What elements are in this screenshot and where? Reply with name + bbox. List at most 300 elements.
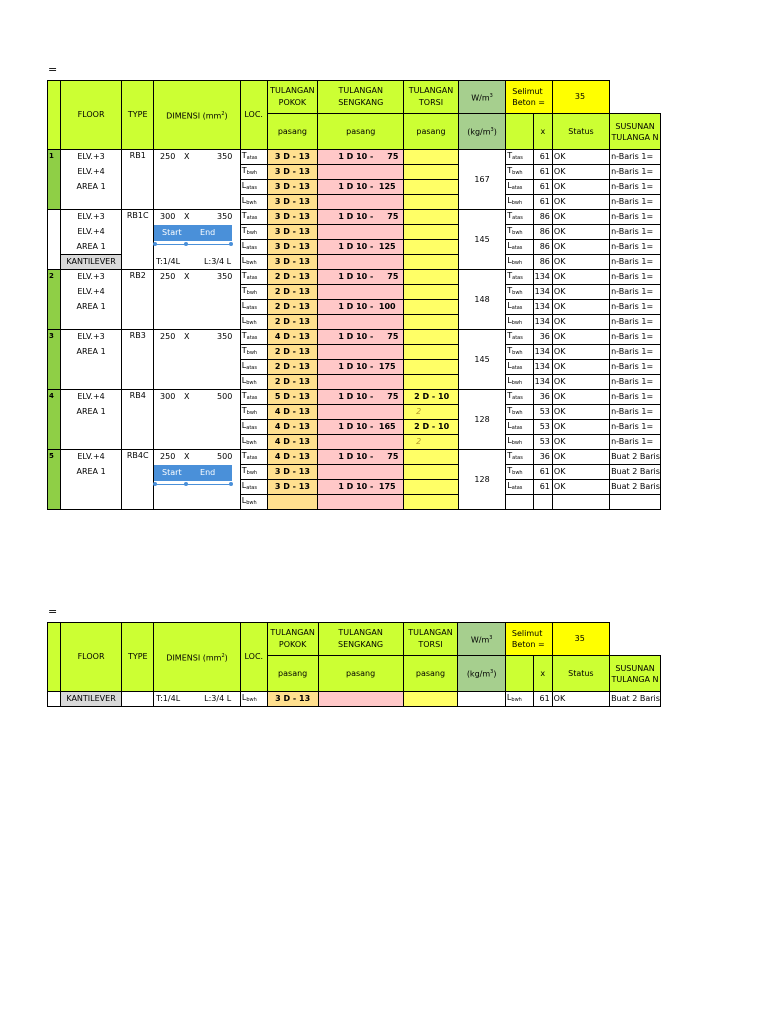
floor-cell: [60, 315, 122, 330]
loc-cell: $L_{atas}$: [240, 360, 267, 375]
slider-track: [154, 244, 232, 245]
torsi-cell: [404, 150, 459, 165]
torsi-cell: [404, 465, 459, 480]
header-wm: $W/m^3$: [458, 623, 506, 656]
row-number: 1: [48, 150, 61, 210]
sengkang-cell: 1 D 10 - 75: [318, 450, 404, 465]
status-cell: OK: [552, 210, 609, 225]
status-loc-cell: $L_{bwh}$: [506, 315, 534, 330]
dimensi-cell: 250 X 350: [154, 330, 241, 345]
susunan-cell: n-Baris 1=: [610, 225, 661, 240]
weight-cell: [458, 692, 506, 707]
dimensi-cell: 250 X 350: [154, 270, 241, 285]
floor-cell: ELV.+4: [60, 165, 122, 180]
status-cell: [552, 495, 609, 510]
loc-cell: $T_{atas}$: [240, 330, 267, 345]
slider-end-label: End: [200, 467, 216, 477]
floor-cell: ELV.+3: [60, 210, 122, 225]
status-loc-cell: $T_{atas}$: [506, 330, 534, 345]
pokok-cell: 4 D - 13: [267, 450, 318, 465]
loc-cell: $T_{atas}$: [240, 390, 267, 405]
susunan-cell: n-Baris 1=: [610, 210, 661, 225]
slider-bar[interactable]: [154, 465, 232, 481]
slider-handle-mid[interactable]: [184, 482, 188, 486]
status-cell: OK: [552, 225, 609, 240]
loc-cell: $T_{atas}$: [240, 270, 267, 285]
header-sengkang: TULANGAN SENGKANG: [318, 623, 403, 656]
header-dimensi: DIMENSI $(mm^2)$: [154, 623, 241, 692]
type-cell: RB2: [122, 270, 154, 330]
header-status: Status: [552, 114, 609, 150]
sengkang-cell: [318, 375, 404, 390]
sengkang-cell: 1 D 10 - 100: [318, 300, 404, 315]
header-floor: FLOOR: [60, 81, 122, 150]
slider-handle-end[interactable]: [229, 482, 233, 486]
sengkang-cell: 1 D 10 - 165: [318, 420, 404, 435]
pokok-cell: 3 D - 13: [267, 255, 318, 270]
susunan-cell: Buat 2 Baris: [610, 450, 661, 465]
status-loc-cell: $T_{bwh}$: [506, 345, 534, 360]
status-loc-cell: $T_{atas}$: [506, 390, 534, 405]
dimensi-cell: [154, 165, 241, 180]
dimensi-slider-cell: [154, 225, 241, 255]
floor-cell: AREA 1: [60, 465, 122, 480]
floor-cell: ELV.+3: [60, 330, 122, 345]
torsi-cell: [404, 330, 459, 345]
header-empty: [505, 656, 533, 692]
status-cell: OK: [552, 465, 609, 480]
slider-handle-start[interactable]: [153, 482, 157, 486]
dimensi-cell: 300 X 350: [154, 210, 241, 225]
loc-cell: $T_{bwh}$: [240, 405, 267, 420]
dimensi-cell: [154, 195, 241, 210]
header-corner: [48, 623, 61, 692]
floor-cell: AREA 1: [60, 240, 122, 255]
dimensi-cell: [154, 435, 241, 450]
beam-table-2: [47, 622, 661, 707]
loc-cell: $L_{atas}$: [240, 300, 267, 315]
torsi-cell: 2: [404, 405, 459, 420]
range-slider[interactable]: [154, 225, 232, 243]
sengkang-cell: [318, 285, 404, 300]
sengkang-cell: 1 D 10 - 75: [318, 150, 404, 165]
susunan-cell: n-Baris 1=: [610, 255, 661, 270]
cover-x-cell: 134: [533, 285, 552, 300]
status-loc-cell: $T_{atas}$: [506, 270, 534, 285]
loc-cell: $T_{bwh}$: [240, 345, 267, 360]
header-empty: [506, 114, 534, 150]
dimensi-cell: [154, 360, 241, 375]
pokok-cell: 3 D - 13: [267, 240, 318, 255]
loc-cell: $L_{bwh}$: [240, 692, 267, 707]
susunan-cell: Buat 2 Baris: [610, 692, 661, 707]
dimensi-slider-cell: [154, 465, 241, 495]
pokok-cell: 3 D - 13: [267, 225, 318, 240]
status-cell: OK: [552, 315, 609, 330]
sheet2-viewport: [47, 622, 661, 710]
cover-x-cell: 53: [533, 420, 552, 435]
floor-cell: AREA 1: [60, 180, 122, 195]
cover-x-cell: 61: [533, 480, 552, 495]
sengkang-cell: [318, 165, 404, 180]
susunan-cell: n-Baris 1=: [610, 345, 661, 360]
floor-cell: [60, 360, 122, 375]
header-kgm: $(kg/m^3)$: [458, 114, 505, 150]
pokok-cell: 3 D - 13: [267, 165, 318, 180]
dimensi-cell: [154, 300, 241, 315]
loc-cell: $L_{atas}$: [240, 240, 267, 255]
table-row: [48, 390, 661, 405]
loc-cell: $T_{bwh}$: [240, 165, 267, 180]
torsi-cell: [404, 165, 459, 180]
susunan-cell: Buat 2 Baris: [610, 465, 661, 480]
cover-x-cell: 61: [533, 195, 552, 210]
loc-cell: $L_{bwh}$: [240, 375, 267, 390]
floor-cell: ELV.+3: [60, 150, 122, 165]
status-loc-cell: $L_{atas}$: [506, 480, 534, 495]
status-cell: OK: [552, 480, 609, 495]
cover-x-cell: 53: [533, 405, 552, 420]
cover-x-cell: 86: [533, 225, 552, 240]
weight-cell: 128: [458, 390, 505, 450]
sengkang-cell: [318, 465, 404, 480]
loc-cell: $L_{bwh}$: [240, 435, 267, 450]
status-cell: OK: [552, 390, 609, 405]
header-pokok: TULANGAN POKOK: [267, 81, 318, 114]
header-torsi: TULANGAN TORSI: [403, 623, 458, 656]
torsi-cell: [404, 300, 459, 315]
susunan-cell: n-Baris 1=: [610, 435, 661, 450]
status-loc-cell: $L_{bwh}$: [506, 375, 534, 390]
row-number: [48, 210, 61, 270]
status-cell: OK: [552, 375, 609, 390]
weight-cell: 145: [458, 330, 505, 390]
pokok-cell: 3 D - 13: [267, 692, 318, 707]
susunan-cell: n-Baris 1=: [610, 300, 661, 315]
header-blank: [610, 81, 661, 114]
dimensi-cell: [154, 315, 241, 330]
header-pasang-torsi: pasang: [404, 114, 459, 150]
status-cell: OK: [552, 300, 609, 315]
torsi-cell: [404, 360, 459, 375]
floor-cell: ELV.+4: [60, 225, 122, 240]
slider-bar[interactable]: [154, 225, 232, 241]
loc-cell: $L_{bwh}$: [240, 315, 267, 330]
torsi-cell: 2: [404, 435, 459, 450]
floor-cell: ELV.+4: [60, 450, 122, 465]
torsi-cell: 2 D - 10: [404, 420, 459, 435]
slider-handle-start[interactable]: [153, 242, 157, 246]
pokok-cell: 3 D - 13: [267, 180, 318, 195]
status-cell: OK: [552, 285, 609, 300]
cover-x-cell: 36: [533, 390, 552, 405]
dimensi-cell: [154, 405, 241, 420]
header-loc: LOC.: [240, 81, 267, 150]
pokok-cell: 2 D - 13: [267, 345, 318, 360]
slider-handle-end[interactable]: [229, 242, 233, 246]
status-loc-cell: $T_{atas}$: [506, 150, 534, 165]
header-pasang-torsi: pasang: [403, 656, 458, 692]
pokok-cell: 4 D - 13: [267, 330, 318, 345]
loc-cell: $T_{bwh}$: [240, 285, 267, 300]
floor-cell: AREA 1: [60, 300, 122, 315]
loc-cell: $L_{bwh}$: [240, 195, 267, 210]
torsi-cell: [404, 255, 459, 270]
cover-x-cell: 134: [533, 360, 552, 375]
status-cell: OK: [552, 180, 609, 195]
sengkang-cell: 1 D 10 - 175: [318, 360, 404, 375]
torsi-cell: [404, 375, 459, 390]
sengkang-cell: 1 D 10 - 125: [318, 240, 404, 255]
status-loc-cell: $T_{bwh}$: [506, 285, 534, 300]
torsi-cell: [404, 270, 459, 285]
pokok-cell: 3 D - 13: [267, 195, 318, 210]
status-loc-cell: $L_{atas}$: [506, 240, 534, 255]
cover-x-cell: 36: [533, 450, 552, 465]
loc-cell: $L_{bwh}$: [240, 495, 267, 510]
pokok-cell: 2 D - 13: [267, 360, 318, 375]
status-cell: OK: [552, 165, 609, 180]
susunan-cell: n-Baris 1=: [610, 330, 661, 345]
floor-cell: [60, 420, 122, 435]
loc-cell: $L_{atas}$: [240, 480, 267, 495]
cover-x-cell: 134: [533, 300, 552, 315]
torsi-cell: [404, 195, 459, 210]
header-pasang-sengkang: pasang: [318, 114, 404, 150]
sheet1-viewport: [47, 80, 661, 506]
header-wm: $W/m^3$: [458, 81, 505, 114]
dimensi-ratio-cell: T:1/4L L:3/4 L: [154, 692, 241, 707]
susunan-cell: n-Baris 1=: [610, 405, 661, 420]
cover-x-cell: 86: [533, 210, 552, 225]
dimensi-cell: 300 X 500: [154, 390, 241, 405]
status-loc-cell: $L_{bwh}$: [506, 255, 534, 270]
header-selimut-value: 35: [552, 81, 609, 114]
beam-table-1: [47, 80, 661, 510]
status-loc-cell: $T_{bwh}$: [506, 165, 534, 180]
slider-end-label: End: [200, 227, 216, 237]
sengkang-cell: [318, 495, 404, 510]
susunan-cell: n-Baris 1=: [610, 150, 661, 165]
floor-cell: [60, 435, 122, 450]
type-cell: RB4C: [122, 450, 154, 510]
susunan-cell: n-Baris 1=: [610, 195, 661, 210]
slider-handle-mid[interactable]: [184, 242, 188, 246]
pokok-cell: 2 D - 13: [267, 270, 318, 285]
torsi-cell: 2 D - 10: [404, 390, 459, 405]
status-loc-cell: $L_{atas}$: [506, 300, 534, 315]
floor-cell: [60, 375, 122, 390]
floor-cell: ELV.+4: [60, 285, 122, 300]
type-cell: RB4: [122, 390, 154, 450]
cover-x-cell: 61: [533, 692, 552, 707]
cover-x-cell: 61: [533, 165, 552, 180]
cover-x-cell: [533, 495, 552, 510]
status-loc-cell: $L_{bwh}$: [505, 692, 533, 707]
sengkang-cell: [318, 255, 404, 270]
pokok-cell: 4 D - 13: [267, 420, 318, 435]
susunan-cell: [610, 495, 661, 510]
pokok-cell: 2 D - 13: [267, 375, 318, 390]
sengkang-cell: [318, 315, 404, 330]
torsi-cell: [404, 345, 459, 360]
loc-cell: $L_{bwh}$: [240, 255, 267, 270]
status-cell: OK: [552, 435, 609, 450]
floor-cell: AREA 1: [60, 345, 122, 360]
pokok-cell: 3 D - 13: [267, 150, 318, 165]
status-cell: OK: [552, 360, 609, 375]
status-cell: OK: [552, 195, 609, 210]
pokok-cell: 5 D - 13: [267, 390, 318, 405]
sengkang-cell: [318, 435, 404, 450]
status-cell: OK: [552, 345, 609, 360]
susunan-cell: n-Baris 1=: [610, 315, 661, 330]
loc-cell: $T_{bwh}$: [240, 225, 267, 240]
dimensi-ratio-cell: T:1/4L L:3/4 L: [154, 255, 241, 270]
sengkang-cell: 1 D 10 - 75: [318, 390, 404, 405]
status-loc-cell: $L_{bwh}$: [506, 195, 534, 210]
status-loc-cell: $T_{atas}$: [506, 210, 534, 225]
header-pokok: TULANGAN POKOK: [267, 623, 318, 656]
cover-x-cell: 86: [533, 255, 552, 270]
cover-x-cell: 61: [533, 180, 552, 195]
type-cell: RB1: [122, 150, 154, 210]
header-selimut-value: 35: [552, 623, 609, 656]
slider-track: [154, 484, 232, 485]
sengkang-cell: 1 D 10 - 75: [318, 210, 404, 225]
type-cell: RB1C: [122, 210, 154, 270]
status-loc-cell: $T_{atas}$: [506, 450, 534, 465]
status-cell: OK: [552, 450, 609, 465]
torsi-cell: [404, 495, 459, 510]
pokok-cell: 4 D - 13: [267, 405, 318, 420]
torsi-cell: [403, 692, 458, 707]
row-number: 2: [48, 270, 61, 330]
status-loc-cell: $L_{atas}$: [506, 360, 534, 375]
status-cell: OK: [552, 150, 609, 165]
status-cell: OK: [552, 405, 609, 420]
table-row: [48, 150, 661, 165]
slider-start-label: Start: [162, 227, 182, 237]
row-number: 4: [48, 390, 61, 450]
header-kgm: $(kg/m^3)$: [458, 656, 506, 692]
sengkang-cell: [318, 692, 403, 707]
header-susunan: SUSUNAN TULANGA N: [610, 114, 661, 150]
pokok-cell: 4 D - 13: [267, 435, 318, 450]
sengkang-cell: [318, 405, 404, 420]
sengkang-cell: [318, 195, 404, 210]
torsi-cell: [404, 240, 459, 255]
header-x: x: [533, 114, 552, 150]
loc-cell: $T_{atas}$: [240, 450, 267, 465]
sengkang-cell: 1 D 10 - 75: [318, 270, 404, 285]
status-loc-cell: $T_{bwh}$: [506, 225, 534, 240]
dimensi-cell: [154, 285, 241, 300]
table-row: [48, 692, 661, 707]
sengkang-cell: [318, 345, 404, 360]
slider-start-label: Start: [162, 467, 182, 477]
header-x: x: [533, 656, 552, 692]
susunan-cell: n-Baris 1=: [610, 360, 661, 375]
header-selimut: Selimut Beton =: [506, 81, 553, 114]
status-loc-cell: [506, 495, 534, 510]
table-row: [48, 210, 661, 225]
torsi-cell: [404, 315, 459, 330]
status-cell: OK: [552, 420, 609, 435]
dimensi-cell: [154, 495, 241, 510]
floor-cell: KANTILEVER: [60, 255, 122, 270]
header-type: TYPE: [122, 623, 154, 692]
status-loc-cell: $T_{bwh}$: [506, 465, 534, 480]
pokok-cell: 3 D - 13: [267, 465, 318, 480]
cover-x-cell: 61: [533, 150, 552, 165]
pokok-cell: 3 D - 13: [267, 480, 318, 495]
cover-x-cell: 61: [533, 465, 552, 480]
weight-cell: 128: [458, 450, 505, 510]
status-cell: OK: [552, 270, 609, 285]
header-loc: LOC.: [240, 623, 267, 692]
weight-cell: 167: [458, 150, 505, 210]
header-pasang-pokok: pasang: [267, 114, 318, 150]
torsi-cell: [404, 480, 459, 495]
sheet2-marker: =: [48, 605, 58, 618]
pokok-cell: 2 D - 13: [267, 300, 318, 315]
loc-cell: $L_{atas}$: [240, 180, 267, 195]
type-cell: [122, 692, 154, 707]
susunan-cell: n-Baris 1=: [610, 375, 661, 390]
susunan-cell: Buat 2 Baris: [610, 480, 661, 495]
torsi-cell: [404, 450, 459, 465]
cover-x-cell: 53: [533, 435, 552, 450]
header-pasang-pokok: pasang: [267, 656, 318, 692]
susunan-cell: n-Baris 1=: [610, 270, 661, 285]
sheet1-marker: =: [48, 63, 58, 76]
sengkang-cell: 1 D 10 - 175: [318, 480, 404, 495]
status-loc-cell: $L_{bwh}$: [506, 435, 534, 450]
pokok-cell: 2 D - 13: [267, 315, 318, 330]
floor-cell: [60, 195, 122, 210]
status-loc-cell: $T_{bwh}$: [506, 405, 534, 420]
status-cell: OK: [552, 330, 609, 345]
floor-cell: KANTILEVER: [60, 692, 122, 707]
floor-cell: AREA 1: [60, 405, 122, 420]
table-row: [48, 330, 661, 345]
sengkang-cell: 1 D 10 - 125: [318, 180, 404, 195]
weight-cell: 145: [458, 210, 505, 270]
pokok-cell: [267, 495, 318, 510]
dimensi-cell: 250 X 500: [154, 450, 241, 465]
susunan-cell: n-Baris 1=: [610, 165, 661, 180]
row-number: 3: [48, 330, 61, 390]
status-loc-cell: $L_{atas}$: [506, 180, 534, 195]
dimensi-cell: [154, 375, 241, 390]
dimensi-cell: [154, 180, 241, 195]
torsi-cell: [404, 210, 459, 225]
dimensi-cell: 250 X 350: [154, 150, 241, 165]
range-slider[interactable]: [154, 465, 232, 483]
header-dimensi: DIMENSI $(mm^2)$: [154, 81, 241, 150]
susunan-cell: n-Baris 1=: [610, 285, 661, 300]
type-cell: RB3: [122, 330, 154, 390]
susunan-cell: n-Baris 1=: [610, 240, 661, 255]
sengkang-cell: 1 D 10 - 75: [318, 330, 404, 345]
cover-x-cell: 86: [533, 240, 552, 255]
floor-cell: [60, 495, 122, 510]
header-sengkang: TULANGAN SENGKANG: [318, 81, 404, 114]
cover-x-cell: 134: [533, 315, 552, 330]
loc-cell: $T_{atas}$: [240, 210, 267, 225]
status-cell: OK: [552, 240, 609, 255]
